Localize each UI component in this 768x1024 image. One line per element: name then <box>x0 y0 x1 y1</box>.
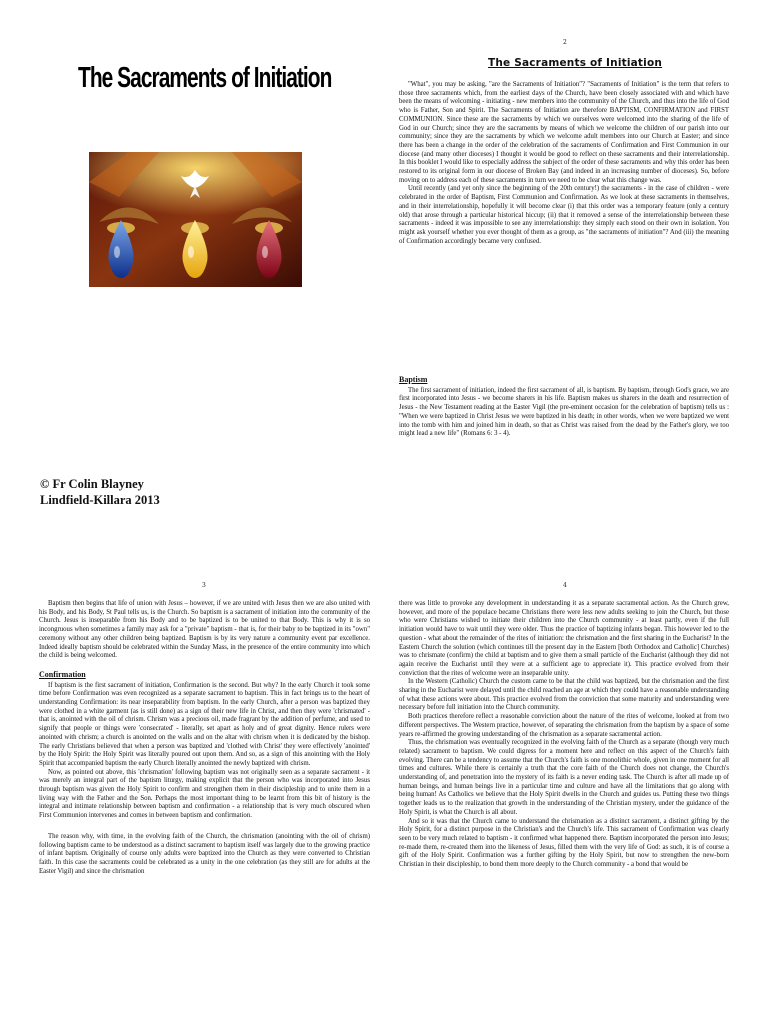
cover-image-holy-oils <box>89 152 302 287</box>
paragraph: Thus, the chrismation was eventually recognized in the evolving faith of the Church as a separate (though very much related) sacrament to baptism. We could digress for a moment here and reflect on this aspect of the Church's faith evolving. There can be a tendency to assume that the Church's faith is one monolithic whole, given in one moment for all times and cultures. While there is certainly a truth that the core faith of the Church does not change, the Church's understanding of, and penetration into the mystery of its faith is a never ending task. The Church is after all made up of human beings, and human beings live in a particular time and culture and have all the limitations that go along with being human! As Catholics we believe that the Holy Spirit dwells in the Church and guides us. Putting these two things together leads us to the realization that growth in the understanding of the Christian mystery, under the guidance of the Holy Spirit, is what the Church is all about. <box>399 739 729 816</box>
paragraph: The first sacrament of initiation, indeed the first sacrament of all, is baptism. By baptism, through God's grace, we are first incorporated into Jesus - we become sharers in his life. Baptism makes us sharers in the death and resurrection of Jesus - the New Testament reading at the Easter Vigil (the pre-eminent occasion for the celebration of baptism) tells us : "When we were baptized in Christ Jesus we were baptized in his death; in other words, when we were baptized we went into the tomb with him and joined him in death, so that as Christ was raised from the dead by the Father's glory, we too might lead a new life" (Romans 6: 3 - 4). <box>399 386 729 438</box>
page-4-body <box>399 600 729 870</box>
paragraph: Now, as pointed out above, this 'chrismation' following baptism was not originally seen as a separate sacrament - it was merely an integral part of the baptism liturgy, making explicit that the person who was incorporated into Jesus through baptism was given the Holy Spirit to confirm and strengthen them in their discipleship and to unite them in a living way with the Father and the Son. Perhaps the most important thing to be learnt from this bit of history is the integral and intimate relationship between baptism and confirmation - a relationship that is very much obscured when First Communion intervenes and comes in between baptism and confirmation. <box>39 768 370 820</box>
cover-title: The Sacraments of Initiation <box>78 62 332 94</box>
page-number: 4 <box>563 582 567 589</box>
paragraph: In the Western (Catholic) Church the custom came to be that the child was baptized, but the chrismation and the first sharing in the Eucharist were delayed until the child reached an age at which they could have a reasonable understanding of what these actions were about. This practice evolved from the conviction that some maturity and understanding were necessary before full initiation into the Church community. <box>399 678 729 712</box>
paragraph: Both practices therefore reflect a reasonable conviction about the nature of the rites of welcome, looked at from two different perspectives. The Western practice, however, of separating the chrismation from the baptism by a space of some years re-affirmed the growing understanding of the chrismation as a separate sacramental action. <box>399 713 729 738</box>
paragraph: And so it was that the Church came to understand the chrismation as a distinct sacrament, a distinct gifting by the Holy Spirit, for a distinct purpose in the Christian's and the Church's life. This sacrament of Confirmation was clearly seen to be very much related to baptism - it confirmed what happened there. Baptism incorporated the person into Jesus; re-made them, re-created them into the likeness of Jesus, filled them with the very life of God: as such, it is of course a gift of the Holy Spirit. Confirmation was a further gifting by the Holy Spirit, but now to strengthen the new-born Christian in their discipleship, to bond them more deeply to the Church community - a bond that would be <box>399 817 729 869</box>
author-block <box>40 476 160 508</box>
paragraph: "What", you may be asking, "are the Sacraments of Initiation"? "Sacraments of Initiation" is the term that refers to those three sacraments which, from the earliest days of the Church, have been closely associated with and which have been the means of welcoming - initiating - new members into the community of the Church, and thus into the life of God who is Father, Son and Spirit. The Sacraments of Initiation are therefore BAPTISM, CONFIRMATION and FIRST COMMUNION. Since these are the sacraments by which we ourselves were welcomed into the sharing of the life of God in our Church; since they are the sacraments by means of which we welcome the children of our parish into our community; since they are the sacraments by which we welcome adult members into our Church at Easter; and since there has been a change in the order of the celebration of the sacraments of Confirmation and First Communion in our diocese (and many other dioceses) I thought it would be good to reflect on these sacraments and their interrelationship. In this booklet I would like to especially address the subject of the order of these sacraments and why this order has been restored to its original form in our diocese of Broken Bay (and indeed in an increasing number of dioceses). So, before moving on to address each of these sacraments in turn we need to be clear what this change was. <box>399 81 729 184</box>
paragraph: The reason why, with time, in the evolving faith of the Church, the chrismation (anointing with the oil of chrism) following baptism came to be understood as a distinct sacrament to baptism itself was largely due to the growing practice of infant baptism. Originally of course only adults were baptized into the Church as they were converted to Christian faith. In this case the sacraments could be celebrated as a unity in the one celebration (as they still are for adults at the Easter Vigil) and since the chrismation <box>39 832 370 875</box>
baptism-heading: Baptism <box>399 375 428 384</box>
page-2-header: The Sacraments of Initiation <box>488 57 663 69</box>
page-3-body <box>39 600 370 876</box>
paragraph: Baptism then begins that life of union with Jesus – however, if we are united with Jesus then we are also united with his Body, and his Body, St Paul tells us, is the Church. So baptism is a sacrament of initiation into the community of the Church. Jesus is inseparable from his Body and to be baptized is to be united to that Body. This is why it is so incongruous when sometimes a family may ask for a "private" baptism - that is, for their baby to be baptized in its "own" ceremony without any other children being baptized. Baptism is by its very nature a community event par excellence. Indeed ideally baptism should be celebrated within the Sunday Mass, in the presence of the entire community into which the child is being welcomed. <box>39 600 370 660</box>
author-name: © Fr Colin Blayney <box>40 477 144 491</box>
page-number: 3 <box>202 582 206 589</box>
paragraph: If baptism is the first sacrament of initiation, Confirmation is the second. But why? In the early Church it took some time before Confirmation was even recognized as a separate sacrament to baptism. This in fact brings us to the heart of understanding Confirmation: its near inseparability from baptism. In the early Church, after a person was baptized they were clothed in a white garment (as is still done) as a sign of their new life in Christ, and then they were 'chrismated' - that is, anointed with the oil of chrism. Chrism was a precious oil, made fragrant by the addition of perfume, and used to signify that people or things were 'consecrated' - literally, set apart as holy and of great dignity. Hence rulers were anointed with chrism; a church is anointed on the walls and on the altar with chrism when it is dedicated by the bishop. The early Christians believed that when a person was baptized and 'clothed with Christ' they were effectively 'anointed' by the Holy Spirit: the Holy Spirit was literally poured out upon them. And so, as a sign of this anointing with the Holy Spirit that accompanied baptism the early Church literally anointed the newly baptized with chrism. <box>39 681 370 767</box>
page-1 <box>0 0 384 512</box>
page-number: 2 <box>563 39 567 46</box>
paragraph: Until recently (and yet only since the beginning of the 20th century!) the sacraments - in the case of children - were celebrated in the order of Baptism, First Communion and Confirmation. As we look at these sacraments in themselves, and in their interrelationship, hopefully it will become clear (i) that this order was a temporary feature (only a century old) that arose through a particular historical hiccup; (ii) that it removed a sense of the interrelationship between these sacraments - indeed it was impossible to see any interrelationship: they simply each stood on their own in isolation. You might ask yourself whether you ever thought of them as a group, as "the sacraments of initiation"? And (iii) the meaning of Confirmation accordingly became very confused. <box>399 185 729 245</box>
confirmation-heading: Confirmation <box>39 669 86 679</box>
page-2-body <box>399 81 729 246</box>
paragraph: there was little to provoke any development in understanding it as a separate sacramental action. As the Church grew, however, and more of the populace became Christians there were less new adults seeking to join the Church, but those who were Christians wished to initiate their children into the Church community - at least partly, even if the full initiation would have to wait until they were older. Thus the practice of baptizing infants began. This however led to the question - what about the remainder of the rites of initiation: the chrismation and the first sharing in the Eucharist? In the Eastern Church the solution (which continues till the present day in the Eastern [both Orthodox and Catholic] Churches) was to chrismate (confirm) the child at baptism and to give them a small particle of the Eucharist (although they did not again receive the Eucharist until they were at a sufficient age to appreciate it). This practice evolved from their conviction that the rites of welcome were an inseparable unity. <box>399 600 729 677</box>
author-place-year: Lindfield-Killara 2013 <box>40 493 160 507</box>
page-2-baptism <box>399 376 729 439</box>
